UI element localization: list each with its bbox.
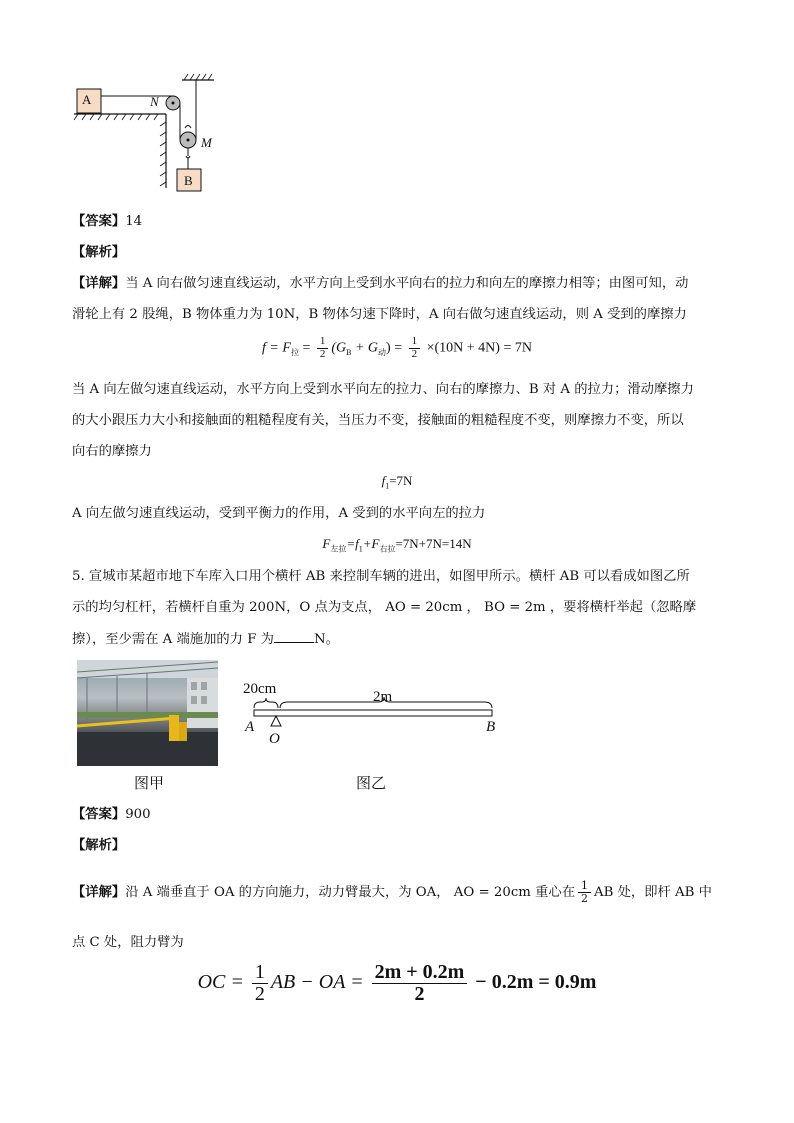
f1-half-num: 1 (317, 336, 329, 349)
f1-close: ) (386, 340, 391, 356)
f3-sub2: 右拉 (379, 544, 396, 554)
q5-line4 (72, 880, 712, 906)
f1-lhs: f = F (262, 340, 291, 356)
photo-drawing (77, 660, 218, 766)
label-M: M (201, 135, 212, 150)
answer-tag-5: 【答案】 (72, 807, 126, 822)
q5-line4-a: 沿 A 端垂直于 OA 的方向施力，动力臂最大，为 OA， AO = 20cm 重心在 (125, 885, 575, 900)
f5-frac-den: 2 (414, 983, 425, 1005)
f1-sub-pull: 拉 (290, 348, 299, 358)
label-B: B (184, 173, 193, 188)
point-A: A (245, 719, 255, 735)
answer-blank (274, 630, 314, 643)
q5-half (578, 880, 591, 904)
q5-line3-a: 擦），至少需在 A 端施加的力 F 为 (72, 632, 274, 647)
q5-half-den: 2 (581, 892, 588, 905)
q5-half-num: 1 (578, 880, 591, 893)
q4-text-1: 当 A 向右做匀速直线运动，水平方向上受到水平向右的拉力和向左的摩擦力相等；由图可知，动 (125, 276, 689, 291)
f3-subf: 1 (358, 544, 363, 554)
f1-sub-b: B (346, 348, 352, 358)
point-B: B (486, 719, 496, 735)
f5-frac (372, 962, 468, 1005)
detail-tag-5: 【详解】 (72, 885, 126, 900)
fig-yi-caption: 图乙 (356, 774, 387, 792)
f3-plus: +F (362, 536, 380, 551)
q4-line2: 滑轮上有 2 股绳，B 物体重力为 10N，B 物体匀速下降时，A 向右做匀速直线运动，则 A 受到的摩擦力 (72, 307, 687, 322)
f2-f: f (381, 473, 386, 488)
f5-lhs: OC = (197, 971, 249, 994)
q4-line3: 当 A 向左做匀速直线运动，水平方向上受到水平向左的拉力、向右的摩擦力、B 对 A 的拉力；滑动摩擦力 (72, 382, 694, 397)
point-O: O (269, 731, 280, 747)
f5-tail: − 0.2m = 0.9m (470, 971, 597, 994)
len-AO: 20cm (243, 681, 277, 697)
q4-line1 (72, 275, 688, 293)
f2-sub: 1 (385, 481, 390, 491)
f1-half2-den: 2 (411, 347, 418, 360)
q5-analysis-tag: 【解析】 (72, 838, 126, 853)
f5-mid: AB − OA = (270, 971, 369, 994)
q5-line3-b: N。 (313, 632, 339, 647)
q4-line5: 向右的摩擦力 (72, 444, 152, 459)
f3-eq1: =f (346, 536, 359, 551)
f5-frac-num: 2m + 0.2m (372, 962, 468, 984)
f1-mid: = (390, 340, 406, 356)
f1-half (317, 336, 329, 360)
fig-jia-caption: 图甲 (134, 774, 165, 792)
q4-formula3 (0, 536, 794, 555)
f5-half (252, 962, 268, 1005)
q4-line4: 的大小跟压力大小和接触面的粗糙程度有关，当压力不变，接触面的粗糙程度不变，则摩擦力不变，所以 (72, 413, 684, 428)
q5-line3 (72, 630, 339, 649)
len-OB: 2m (373, 689, 393, 705)
f1-plus: + G (351, 340, 379, 356)
f1-half2-num: 1 (409, 336, 421, 349)
q4-formula2 (0, 473, 794, 491)
f3-F1: F (322, 536, 331, 551)
answer-value: 14 (125, 214, 143, 229)
f1-paren: (G (331, 340, 347, 356)
f1-times: ×(10N + 4N) = 7N (423, 340, 532, 356)
f5-half-den: 2 (254, 983, 265, 1005)
q4-formula1 (0, 336, 794, 360)
f1-half-den: 2 (319, 347, 326, 360)
q4-analysis-tag: 【解析】 (72, 245, 126, 260)
q4-answer (72, 213, 142, 231)
q4-line6: A 向左做匀速直线运动，受到平衡力的作用，A 受到的水平向左的拉力 (72, 506, 486, 521)
q5-line5: 点 C 处，阻力臂为 (72, 935, 184, 950)
answer-tag: 【答案】 (72, 214, 126, 229)
f5-half-num: 1 (252, 962, 268, 984)
q5-line4-b: AB 处，即杆 AB 中 (594, 885, 712, 900)
f1-eq: = (298, 340, 314, 356)
q5-answer (72, 806, 151, 824)
detail-tag: 【详解】 (72, 276, 126, 291)
label-A: A (82, 92, 92, 107)
f2-rest: =7N (389, 473, 413, 488)
pulley-figure (72, 70, 232, 195)
f3-rest: =7N+7N=14N (395, 536, 472, 551)
barrier-gate-photo (77, 660, 218, 766)
f1-half2 (409, 336, 421, 360)
q5-formula (0, 962, 794, 1005)
label-N: N (150, 94, 159, 109)
q5-line1: 5. 宣城市某超市地下车库入口用个横杆 AB 来控制车辆的进出，如图甲所示。横杆 AB 可以看成如图乙所 (72, 569, 690, 584)
f3-sub1: 左拉 (330, 544, 347, 554)
f1-sub-dong: 动 (378, 348, 387, 358)
answer-value-5: 900 (125, 807, 151, 822)
q5-line2: 示的均匀杠杆，若横杆自重为 200N，O 点为支点， AO = 20cm ， BO = 2m ，要将横杆举起（忽略摩 (72, 600, 697, 615)
